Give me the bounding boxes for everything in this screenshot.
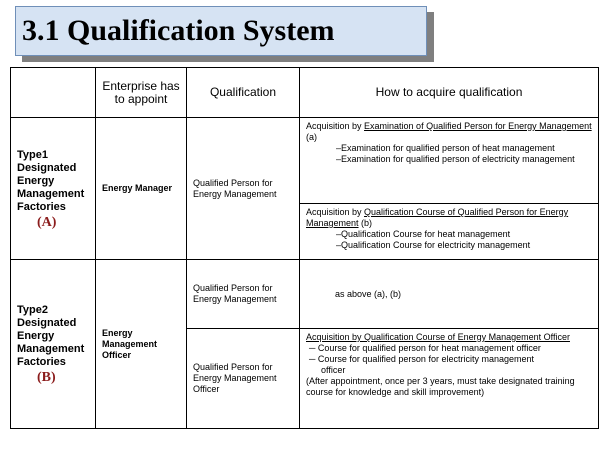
method-b-item-heat: –Qualification Course for heat management bbox=[336, 229, 511, 239]
title-box bbox=[15, 6, 427, 56]
header-enterprise: Enterprise has to appoint bbox=[96, 68, 187, 118]
method-b-item-electricity: –Qualification Course for electricity management bbox=[336, 240, 531, 250]
type2-row-1 bbox=[11, 260, 599, 329]
officer-note: (After appointment, once per 3 years, must take designated training course for knowledge and skill improvement) bbox=[306, 376, 575, 397]
type2-qualification-1: Qualified Person for Energy Management bbox=[187, 260, 300, 329]
type1-label: Type1 Designated Energy Management Factories bbox=[17, 148, 85, 213]
type1-method-b bbox=[300, 204, 599, 260]
header-row bbox=[11, 68, 599, 118]
officer-item-electricity: ─ Course for qualified person for electricity management bbox=[309, 354, 534, 364]
type1-method-a bbox=[300, 118, 599, 204]
type2-marker: (B) bbox=[37, 370, 56, 385]
method-a-item-heat: –Examination for qualified person of heat management bbox=[336, 143, 555, 153]
slide-title: 3.1 Qualification System bbox=[22, 14, 335, 47]
header-qualification: Qualification bbox=[187, 68, 300, 118]
method-a-title: Acquisition by Examination of Qualified Person for Energy Management (a) bbox=[306, 121, 592, 142]
method-a-link: Examination of Qualified Person for Energy Management bbox=[364, 121, 592, 131]
type2-method-1: as above (a), (b) bbox=[300, 260, 599, 329]
method-b-title: Acquisition by Qualification Course of Qualified Person for Energy Management (b) bbox=[306, 207, 569, 228]
type1-qualification: Qualified Person for Energy Management bbox=[187, 118, 300, 260]
type2-cell bbox=[11, 260, 96, 429]
type2-label: Type2 Designated Energy Management Factories bbox=[17, 304, 85, 368]
type1-row-a bbox=[11, 118, 599, 204]
type2-qualification-2: Qualified Person for Energy Management Officer bbox=[187, 329, 300, 429]
officer-item-electricity-cont: officer bbox=[321, 365, 346, 375]
type1-marker: (A) bbox=[37, 214, 57, 230]
header-how: How to acquire qualification bbox=[300, 68, 599, 118]
type1-cell bbox=[11, 118, 96, 260]
type1-enterprise: Energy Manager bbox=[96, 118, 187, 260]
officer-item-heat: ─ Course for qualified person for heat management officer bbox=[309, 343, 541, 353]
method-a-item-electricity: –Examination for qualified person of electricity management bbox=[336, 154, 575, 164]
method-b-link: Qualification Course of Qualified Person for Energy Management bbox=[306, 207, 569, 228]
header-type bbox=[11, 68, 96, 118]
type2-enterprise: Energy Management Officer bbox=[96, 260, 187, 429]
officer-method-title: Acquisition by Qualification Course of Energy Management Officer bbox=[306, 332, 570, 342]
type2-method-2 bbox=[300, 329, 599, 429]
qualification-table bbox=[10, 67, 599, 429]
